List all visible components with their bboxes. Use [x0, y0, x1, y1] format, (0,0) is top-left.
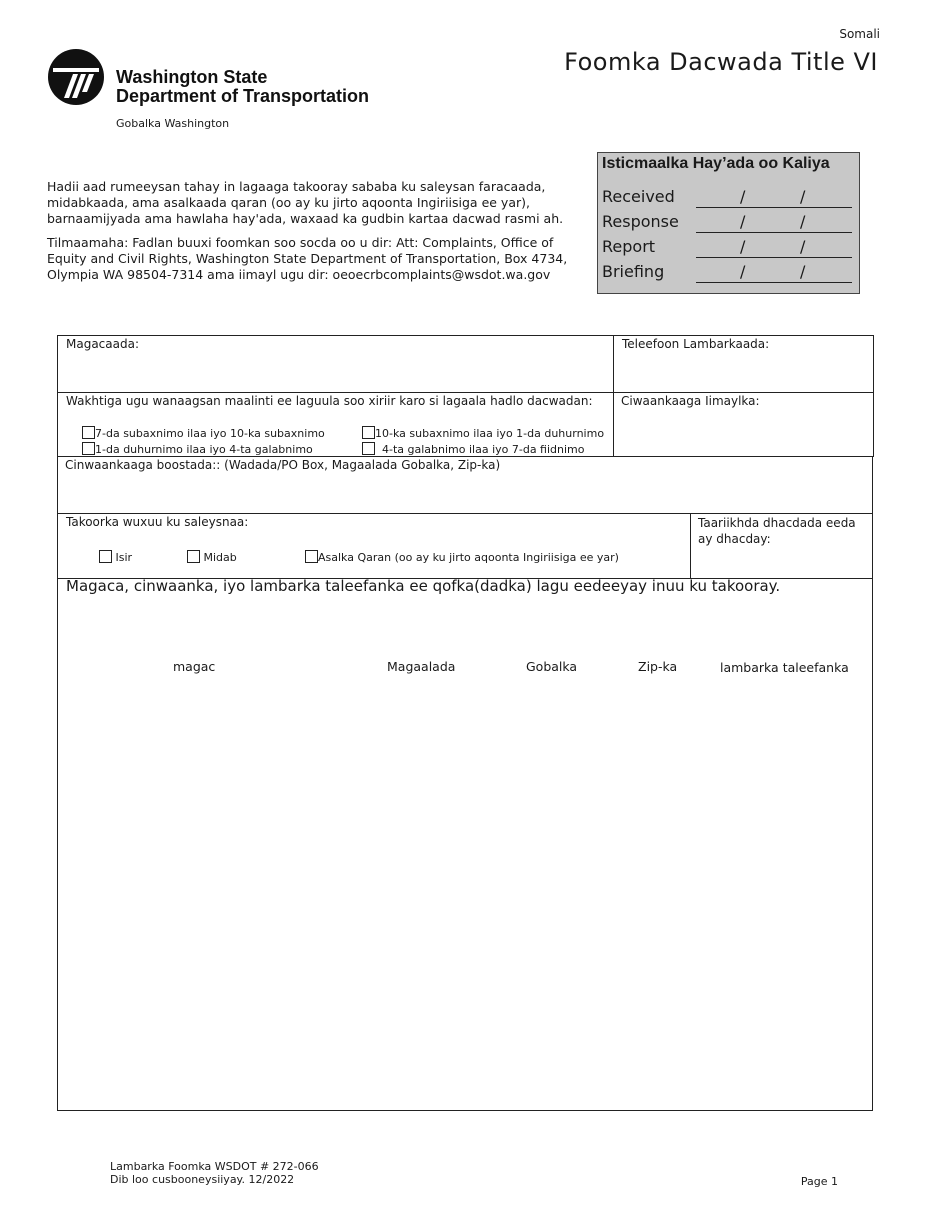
column-name: magac: [173, 659, 216, 674]
time-option-4[interactable]: [362, 442, 585, 456]
incident-date-label: Taariikhda dhacdada eeda ay dhacday:: [698, 516, 856, 546]
office-row-label: Response: [602, 212, 679, 231]
time-option-3[interactable]: [82, 442, 313, 456]
office-row-received[interactable]: [602, 187, 852, 211]
column-state: Gobalka: [526, 659, 578, 674]
postal-address-field[interactable]: [65, 458, 500, 472]
date-separator: /: [740, 212, 746, 231]
time-option-label: 7-da subaxnimo ilaa iyo 10-ka subaxnimo: [95, 427, 325, 440]
time-option-2[interactable]: [362, 426, 604, 440]
page-number: Page 1: [800, 1175, 838, 1188]
checkbox[interactable]: [82, 442, 95, 455]
email-field[interactable]: [621, 394, 760, 408]
office-row-label: Report: [602, 237, 656, 256]
office-row-label: Briefing: [602, 262, 665, 281]
column-city: Magaalada: [387, 659, 456, 674]
name-field[interactable]: [66, 337, 139, 351]
office-row-briefing[interactable]: [602, 262, 852, 286]
date-separator: /: [800, 237, 806, 256]
date-line: [696, 282, 852, 283]
accused-entry-area[interactable]: [60, 690, 870, 1106]
date-separator: /: [800, 187, 806, 206]
basis-option-label: Asalka Qaran (oo ay ku jirto aqoonta Ingiriisiga ee yar): [318, 551, 619, 564]
office-row-report[interactable]: [602, 237, 852, 261]
footer: [110, 1160, 319, 1186]
column-zip: Zip-ka: [638, 659, 678, 674]
office-row-response[interactable]: [602, 212, 852, 236]
intro-text: [47, 179, 587, 291]
column-phone: lambarka taleefanka: [720, 660, 849, 675]
time-option-label: 1-da duhurnimo ilaa iyo 4-ta galabnimo: [95, 443, 313, 456]
date-line: [696, 207, 852, 208]
basis-option-label: Midab: [203, 551, 237, 564]
checkbox[interactable]: [99, 550, 112, 563]
intro-paragraph-2: Tilmaamaha: Fadlan buuxi foomkan soo socda oo u dir: Att: Complaints, Office of Equity and Civil Rights, Washington State Department of Transportation, Box 4734, Olympia WA 98504-7314 ama iimayl ugu dir: oeoecrbcomplaints@wsdot.wa.gov: [47, 235, 568, 282]
organization-name: [116, 68, 369, 106]
checkbox[interactable]: [82, 426, 95, 439]
checkbox[interactable]: [362, 426, 375, 439]
form-title: Foomka Dacwada Title VI: [564, 48, 878, 76]
time-option-label: 4-ta galabnimo ilaa iyo 7-da fiidnimo: [382, 443, 585, 456]
language-label: Somali: [839, 27, 880, 41]
date-line: [696, 232, 852, 233]
date-separator: /: [740, 187, 746, 206]
office-row-label: Received: [602, 187, 675, 206]
name-label: Magacaada:: [66, 337, 139, 351]
date-separator: /: [800, 262, 806, 281]
best-time-label: Wakhtiga ugu wanaagsan maalinti ee laguula soo xiriir karo si lagaala hadlo dacwadan:: [66, 394, 593, 408]
office-use-title: Isticmaalka Hay’ada oo Kaliya: [602, 155, 830, 172]
time-option-1[interactable]: [82, 426, 325, 440]
org-line-1: Washington State: [116, 67, 268, 87]
org-line-2: Department of Transportation: [116, 86, 370, 106]
date-separator: /: [740, 237, 746, 256]
checkbox[interactable]: [187, 550, 200, 563]
office-use-box: [597, 152, 860, 294]
intro-paragraph-1: Hadii aad rumeeysan tahay in lagaaga takooray sababa ku saleysan faracaada, midabkaada, ama asalkaada qaran (oo ay ku jirto aqoonta Ingiriisiga ee yar), barnaamijyada ama hawlaha hay'ada, waxaad ka gudbin kartaa dacwad rasmi ah.: [47, 179, 564, 226]
phone-label: Teleefoon Lambarkaada:: [622, 337, 770, 351]
revision-date: Dib loo cusbooneysiiyay. 12/2022: [110, 1173, 295, 1186]
accused-heading: Magaca, cinwaanka, iyo lambarka taleefanka ee qofka(dadka) lagu eedeeyay inuu ku takooray.: [66, 577, 781, 595]
date-line: [696, 257, 852, 258]
phone-field[interactable]: [622, 337, 769, 351]
incident-date-field[interactable]: [698, 515, 868, 547]
basis-option-label: Isir: [115, 551, 133, 564]
state-label: Gobalka Washington: [116, 117, 230, 130]
time-option-label: 10-ka subaxnimo ilaa iyo 1-da duhurnimo: [375, 427, 605, 440]
wsdot-logo-icon: [47, 48, 105, 106]
email-label: Ciwaankaaga Iimaylka:: [621, 394, 760, 408]
basis-option-national-origin[interactable]: [305, 550, 619, 564]
basis-option-color[interactable]: [187, 550, 237, 564]
basis-option-race[interactable]: [99, 550, 132, 564]
checkbox[interactable]: [362, 442, 375, 455]
form-number: Lambarka Foomka WSDOT # 272-066: [110, 1160, 319, 1173]
date-separator: /: [740, 262, 746, 281]
date-separator: /: [800, 212, 806, 231]
checkbox[interactable]: [305, 550, 318, 563]
postal-address-label: Cinwaankaaga boostada:: (Wadada/PO Box, Magaalada Gobalka, Zip-ka): [65, 458, 501, 472]
discrimination-basis-label: Takoorka wuxuu ku saleysnaa:: [66, 515, 249, 529]
